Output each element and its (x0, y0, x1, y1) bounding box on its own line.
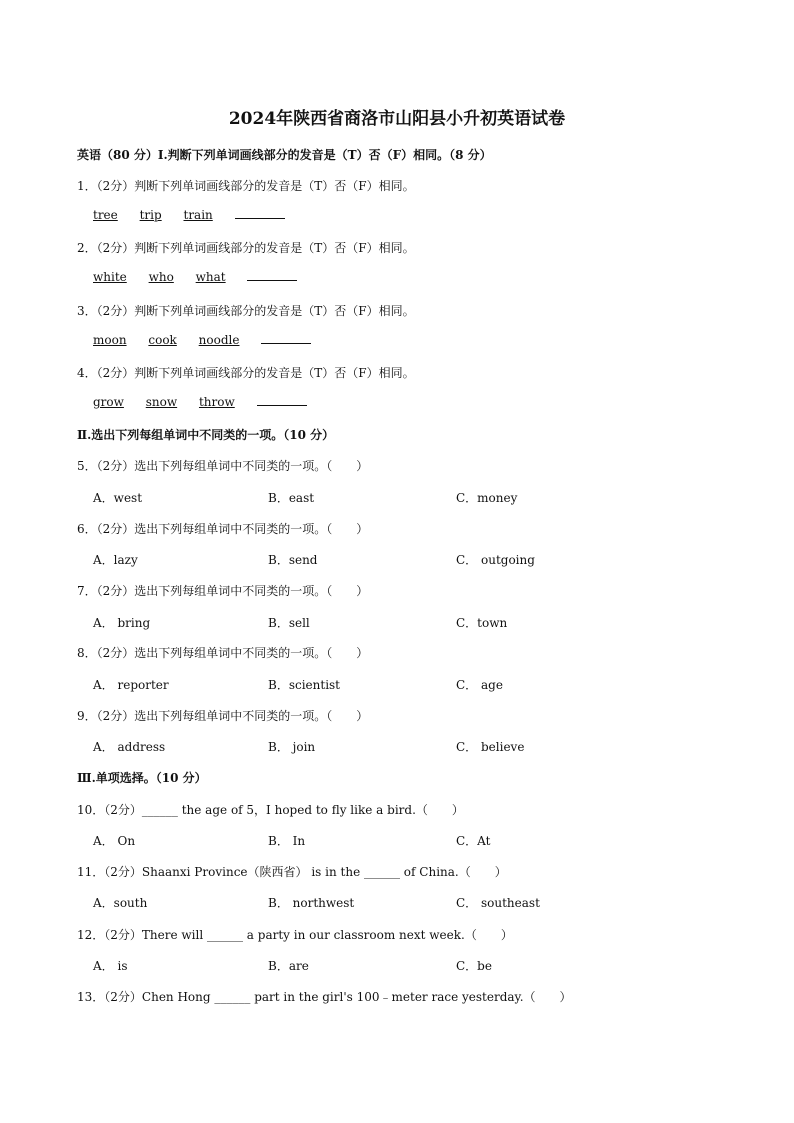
word: what (195, 270, 226, 284)
word: snow (145, 395, 178, 409)
answer-blank[interactable] (257, 395, 307, 406)
section-1-heading: 英语（80 分）Ⅰ.判断下列单词画线部分的发音是（T）否（F）相同。（8 分） (77, 148, 492, 162)
option-b[interactable]: B．east (268, 491, 315, 505)
word: throw (198, 395, 235, 409)
option-a[interactable]: A．lazy (93, 553, 138, 567)
question-13: 13．（2分）Chen Hong ______ part in the girl's 100﹣meter race yesterday.（ ） (77, 990, 572, 1004)
question-11: 11．（2分）Shaanxi Province（陕西省） is in the ______ of China.（ ） (77, 865, 507, 879)
option-c[interactable]: C． age (456, 678, 503, 692)
question-5: 5．（2分）选出下列每组单词中不同类的一项。（ ） (77, 459, 369, 473)
option-b[interactable]: B．send (268, 553, 318, 567)
phonics-row-1 (93, 208, 285, 222)
option-b[interactable]: B． join (268, 740, 316, 754)
phonics-row-3 (93, 333, 311, 347)
answer-blank[interactable] (261, 333, 311, 344)
option-b[interactable]: B． northwest (268, 896, 355, 910)
option-a[interactable]: A．south (93, 896, 148, 910)
option-c[interactable]: C．At (456, 834, 491, 848)
page-title: 2024年陕西省商洛市山阳县小升初英语试卷 (228, 109, 566, 129)
option-a[interactable]: A． reporter (93, 678, 169, 692)
question-9: 9．（2分）选出下列每组单词中不同类的一项。（ ） (77, 709, 369, 723)
question-2: 2．（2分）判断下列单词画线部分的发音是（T）否（F）相同。 (77, 241, 415, 255)
option-c[interactable]: C．be (456, 959, 492, 973)
phonics-row-2 (93, 270, 297, 284)
option-c[interactable]: C． believe (456, 740, 525, 754)
option-b[interactable]: B． In (268, 834, 306, 848)
option-b[interactable]: B．scientist (268, 678, 341, 692)
word: cook (148, 333, 177, 347)
section-2-heading: Ⅱ.选出下列每组单词中不同类的一项。（10 分） (77, 428, 335, 442)
question-10: 10．（2分）______ the age of 5，I hoped to fly like a bird.（ ） (77, 803, 464, 817)
option-c[interactable]: C． southeast (456, 896, 540, 910)
option-a[interactable]: A．west (93, 491, 143, 505)
answer-blank[interactable] (235, 208, 285, 219)
word: grow (93, 395, 124, 409)
question-7: 7．（2分）选出下列每组单词中不同类的一项。（ ） (77, 584, 369, 598)
answer-blank[interactable] (247, 270, 297, 281)
word: noodle (198, 333, 240, 347)
option-b[interactable]: B．sell (268, 616, 310, 630)
option-c[interactable]: C．town (456, 616, 508, 630)
section-3-heading: Ⅲ.单项选择。（10 分） (77, 771, 207, 785)
option-c[interactable]: C． outgoing (456, 553, 535, 567)
option-b[interactable]: B．are (268, 959, 309, 973)
option-a[interactable]: A． bring (93, 616, 151, 630)
option-a[interactable]: A． address (93, 740, 166, 754)
question-12: 12．（2分）There will ______ a party in our classroom next week.（ ） (77, 928, 513, 942)
question-8: 8．（2分）选出下列每组单词中不同类的一项。（ ） (77, 646, 369, 660)
option-c[interactable]: C．money (456, 491, 518, 505)
word: tree (93, 208, 118, 222)
question-1: 1．（2分）判断下列单词画线部分的发音是（T）否（F）相同。 (77, 179, 415, 193)
word: who (148, 270, 174, 284)
word: moon (93, 333, 127, 347)
word: trip (139, 208, 162, 222)
option-a[interactable]: A． On (93, 834, 136, 848)
word: white (93, 270, 127, 284)
question-6: 6．（2分）选出下列每组单词中不同类的一项。（ ） (77, 522, 369, 536)
question-3: 3．（2分）判断下列单词画线部分的发音是（T）否（F）相同。 (77, 304, 415, 318)
phonics-row-4 (93, 395, 307, 409)
option-a[interactable]: A． is (93, 959, 128, 973)
question-4: 4．（2分）判断下列单词画线部分的发音是（T）否（F）相同。 (77, 366, 415, 380)
word: train (183, 208, 213, 222)
